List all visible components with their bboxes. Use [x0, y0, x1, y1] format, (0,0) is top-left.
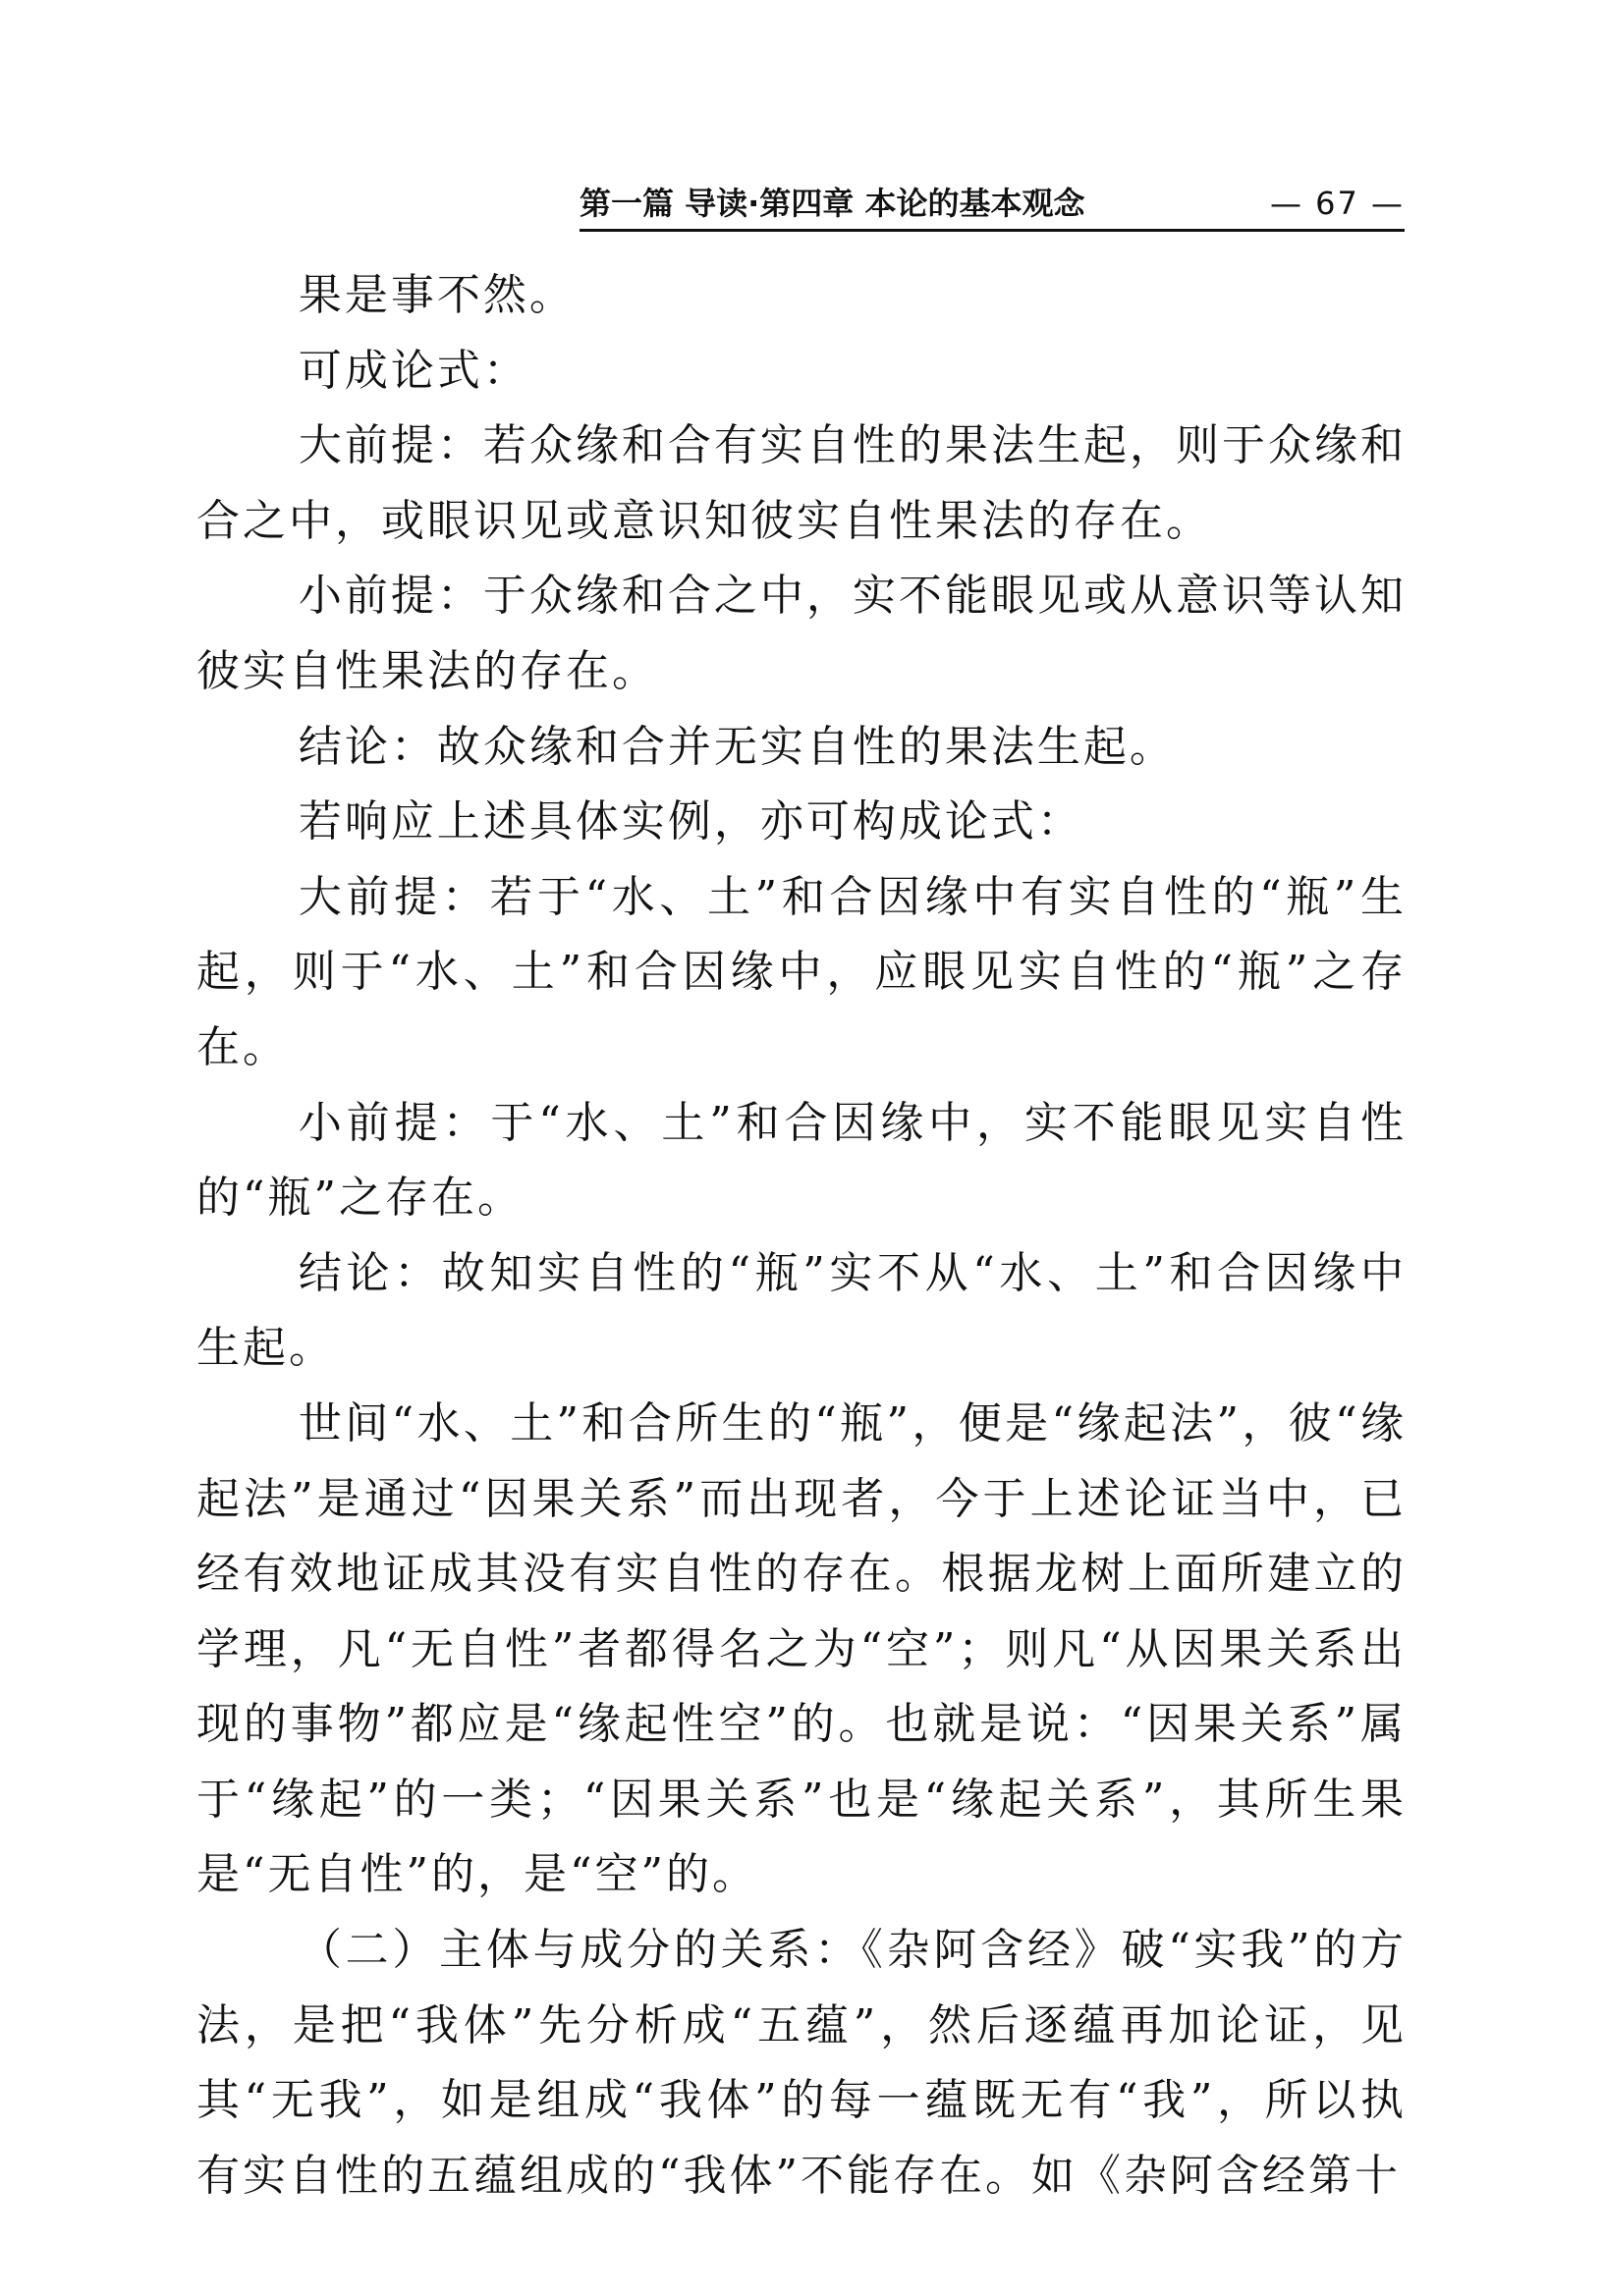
- page-number: — 67 —: [1269, 185, 1405, 222]
- paragraph: 小前提：于众缘和合之中，实不能眼见或从意识等认知彼实自性果法的存在。: [196, 571, 1407, 696]
- header-title: 第一篇 导读·第四章 本论的基本观念: [580, 185, 1085, 222]
- running-header: [580, 180, 1405, 232]
- page-body: [196, 258, 1407, 2214]
- paragraph: 结论：故众缘和合并无实自性的果法生起。: [298, 721, 1176, 772]
- paragraph: （二）主体与成分的关系：《杂阿含经》破“实我”的方法，是把“我体”先分析成“五蕴”，然后逐蕴再加论证，见其“无我”，如是组成“我体”的每一蕴既无有“我”，所以执有实自性的五蕴组成的“我体”不能存在。如《杂阿含经第十: [196, 1925, 1407, 2201]
- paragraph: 果是事不然。: [298, 270, 576, 320]
- paragraph: 小前提：于“水、土”和合因缘中，实不能眼见实自性的“瓶”之存在。: [196, 1097, 1407, 1224]
- paragraph: 大前提：若于“水、土”和合因缘中有实自性的“瓶”生起，则于“水、土”和合因缘中，应眼见实自性的“瓶”之存在。: [196, 871, 1407, 1072]
- paragraph: 若响应上述具体实例，亦可构成论式：: [298, 796, 1083, 847]
- paragraph: 可成论式：: [298, 345, 529, 396]
- paragraph: 大前提：若众缘和合有实自性的果法生起，则于众缘和合之中，或眼识见或意识知彼实自性果法的存在。: [196, 420, 1407, 546]
- paragraph: 结论：故知实自性的“瓶”实不从“水、土”和合因缘中生起。: [196, 1247, 1407, 1374]
- paragraph: 世间“水、土”和合所生的“瓶”，便是“缘起法”，彼“缘起法”是通过“因果关系”而出现者，今于上述论证当中，已经有效地证成其没有实自性的存在。根据龙树上面所建立的学理，凡“无自性”者都得名之为“空”；则凡“从因果关系出现的事物”都应是“缘起性空”的。也就是说：“因果关系”属于“缘起”的一类；“因果关系”也是“缘起关系”，其所生果是“无自性”的，是“空”的。: [196, 1397, 1407, 1900]
